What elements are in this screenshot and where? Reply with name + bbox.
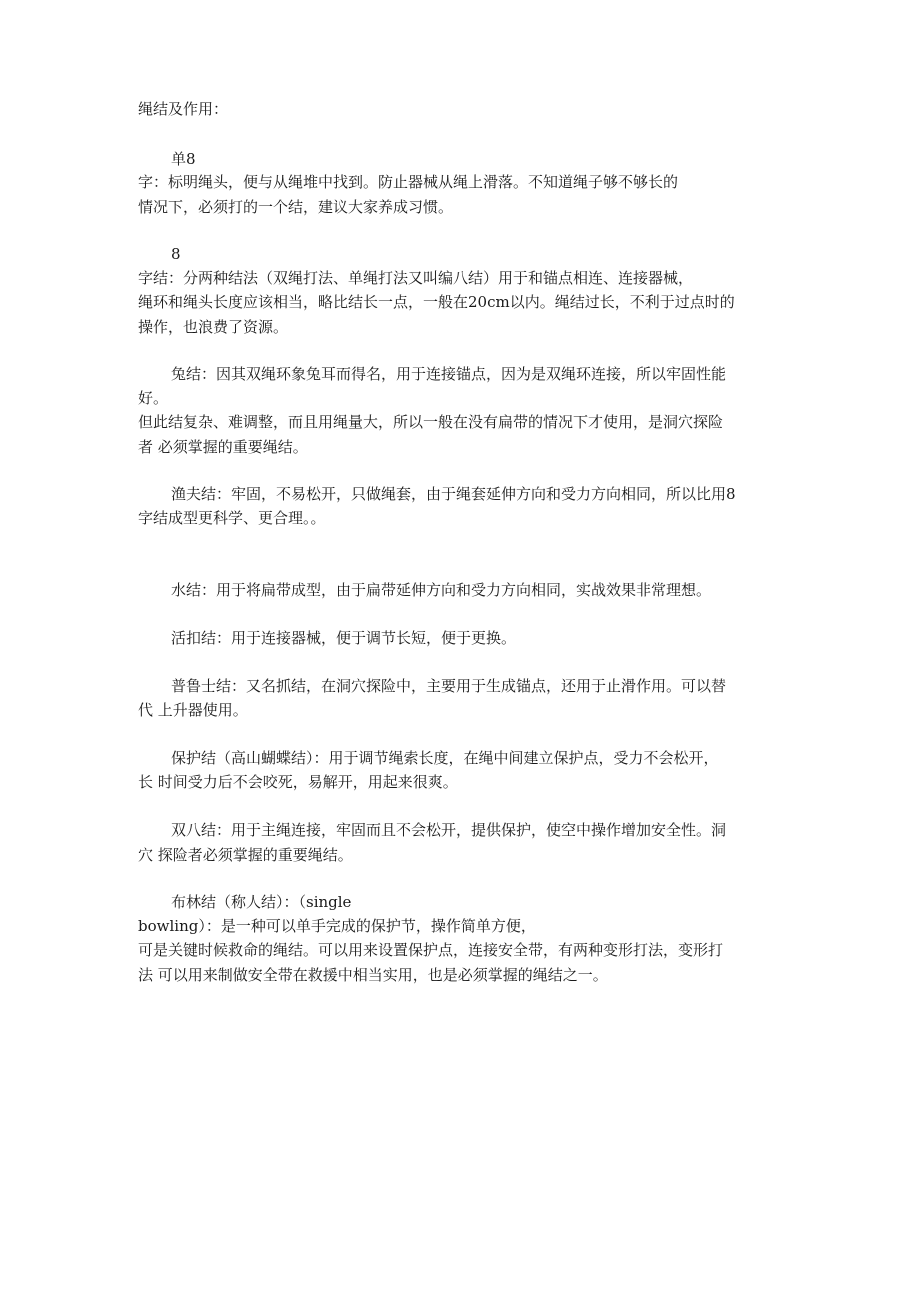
paragraph-prusik-line1: 普鲁士结：又名抓结，在洞穴探险中，主要用于生成锚点，还用于止滑作用。可以替 bbox=[171, 677, 727, 695]
paragraph-prusik-line2: 代 上升器使用。 bbox=[138, 701, 248, 719]
paragraph-slipknot-line1: 活扣结：用于连接器械，便于调节长短，便于更换。 bbox=[171, 629, 517, 647]
paragraph-single8-line2: 字：标明绳头，便与从绳堆中找到。防止器械从绳上滑落。不知道绳子够不够长的 bbox=[138, 173, 679, 191]
paragraph-bowline-line3: 可是关键时候救命的绳结。可以用来设置保护点，连接安全带，有两种变形打法，变形打 bbox=[138, 941, 724, 959]
paragraph-double8-line2: 穴 探险者必须掌握的重要绳结。 bbox=[138, 846, 353, 864]
paragraph-butterfly-line2: 长 时间受力后不会咬死，易解开，用起来很爽。 bbox=[138, 773, 458, 791]
paragraph-bowline-line2: bowling）：是一种可以单手完成的保护节，操作简单方便， bbox=[138, 917, 536, 935]
paragraph-single8-line3: 情况下，必须打的一个结，建议大家养成习惯。 bbox=[138, 198, 454, 216]
paragraph-figure8-line4: 操作，也浪费了资源。 bbox=[138, 318, 289, 336]
paragraph-figure8-line2: 字结：分两种结法（双绳打法、单绳打法又叫编八结）用于和锚点相连、连接器械， bbox=[138, 269, 694, 287]
paragraph-butterfly-line1: 保护结（高山蝴蝶结）：用于调节绳索长度，在绳中间建立保护点，受力不会松开， bbox=[171, 749, 719, 767]
paragraph-fisherman-line2: 字结成型更科学、更合理。。 bbox=[138, 509, 326, 527]
paragraph-bowline-line4: 法 可以用来制做安全带在救援中相当实用，也是必须掌握的绳结之一。 bbox=[138, 966, 608, 984]
paragraph-water-line1: 水结：用于将扁带成型，由于扁带延伸方向和受力方向相同，实战效果非常理想。 bbox=[171, 581, 712, 599]
paragraph-figure8-line3: 绳环和绳头长度应该相当，略比结长一点，一般在20cm以内。绳结过长，不利于过点时的 bbox=[138, 293, 735, 311]
paragraph-single8-line1: 单8 bbox=[171, 150, 196, 168]
paragraph-rabbit-line1: 兔结：因其双绳环象兔耳而得名，用于连接锚点，因为是双绳环连接，所以牢固性能 bbox=[171, 365, 727, 383]
paragraph-bowline-line1: 布林结（称人结）：（single bbox=[171, 893, 352, 911]
paragraph-fisherman-line1: 渔夫结：牢固，不易松开，只做绳套，由于绳套延伸方向和受力方向相同，所以比用8 bbox=[171, 485, 736, 503]
paragraph-rabbit-line2: 好。 bbox=[138, 389, 169, 407]
document-title: 绳结及作用： bbox=[138, 100, 229, 118]
paragraph-rabbit-line4: 者 必须掌握的重要绳结。 bbox=[138, 438, 308, 456]
paragraph-double8-line1: 双八结：用于主绳连接，牢固而且不会松开，提供保护，使空中操作增加安全性。洞 bbox=[171, 821, 727, 839]
paragraph-figure8-line1: 8 bbox=[171, 245, 181, 263]
paragraph-rabbit-line3: 但此结复杂、难调整，而且用绳量大，所以一般在没有扁带的情况下才使用，是洞穴探险 bbox=[138, 413, 724, 431]
